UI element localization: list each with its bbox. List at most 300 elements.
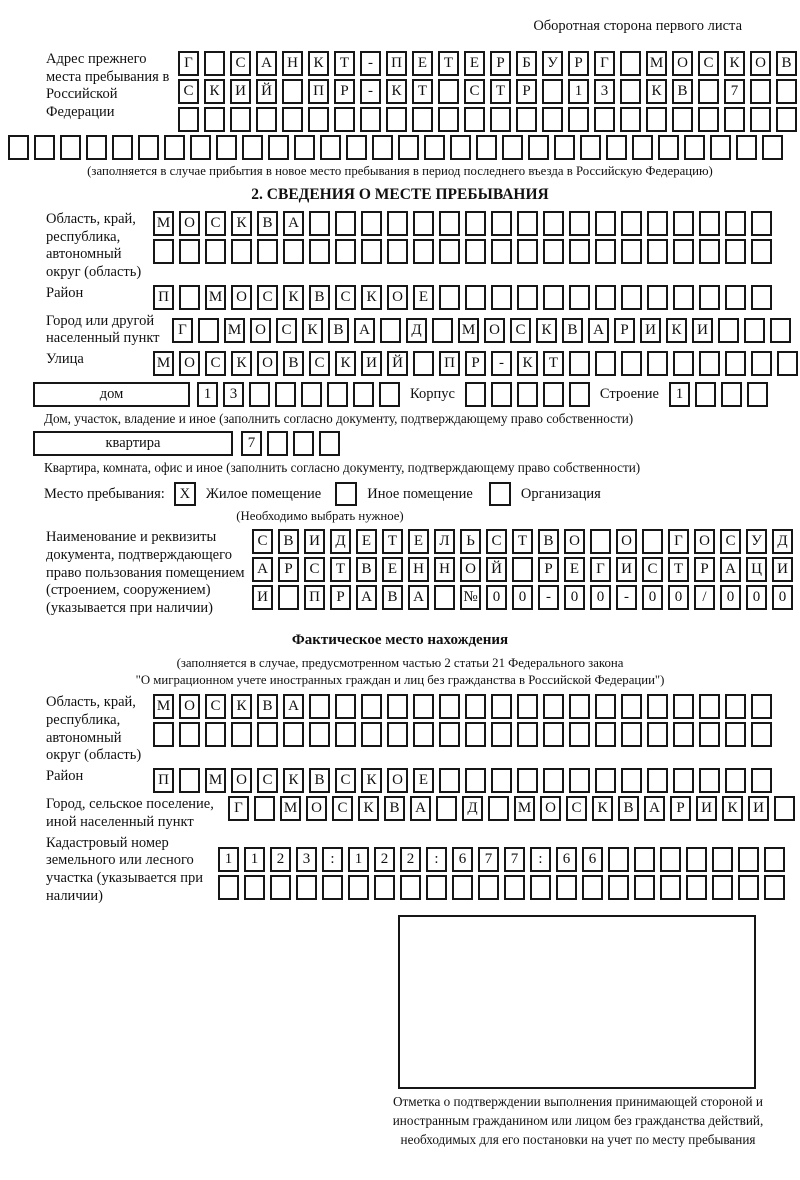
form-cell[interactable] xyxy=(776,107,797,132)
form-cell[interactable] xyxy=(590,529,611,554)
form-cell[interactable]: 7 xyxy=(478,847,499,872)
form-cell[interactable]: Р xyxy=(694,557,715,582)
form-cell[interactable] xyxy=(776,79,797,104)
form-cell[interactable]: Т xyxy=(668,557,689,582)
checkbox-inoe[interactable] xyxy=(335,482,357,506)
form-cell[interactable]: Т xyxy=(543,351,564,376)
form-cell[interactable]: К xyxy=(536,318,557,343)
form-cell[interactable]: М xyxy=(205,285,226,310)
form-cell[interactable] xyxy=(335,239,356,264)
form-cell[interactable]: П xyxy=(386,51,407,76)
form-cell[interactable] xyxy=(278,585,299,610)
form-cell[interactable]: Н xyxy=(434,557,455,582)
form-cell[interactable] xyxy=(478,875,499,900)
form-cell[interactable] xyxy=(725,694,746,719)
form-cell[interactable] xyxy=(672,107,693,132)
form-cell[interactable] xyxy=(283,239,304,264)
form-cell[interactable]: П xyxy=(153,285,174,310)
form-cell[interactable]: С xyxy=(230,51,251,76)
form-cell[interactable]: - xyxy=(538,585,559,610)
form-cell[interactable]: 2 xyxy=(400,847,421,872)
form-cell[interactable] xyxy=(582,875,603,900)
form-cell[interactable]: Ц xyxy=(746,557,767,582)
form-cell[interactable]: 1 xyxy=(244,847,265,872)
form-cell[interactable] xyxy=(543,694,564,719)
form-cell[interactable] xyxy=(8,135,29,160)
form-cell[interactable] xyxy=(254,796,275,821)
form-cell[interactable]: М xyxy=(153,211,174,236)
form-cell[interactable] xyxy=(751,694,772,719)
form-cell[interactable]: - xyxy=(491,351,512,376)
form-cell[interactable] xyxy=(348,875,369,900)
form-cell[interactable]: И xyxy=(304,529,325,554)
form-cell[interactable] xyxy=(476,135,497,160)
form-cell[interactable]: Р xyxy=(614,318,635,343)
form-cell[interactable] xyxy=(642,529,663,554)
form-cell[interactable]: 0 xyxy=(564,585,585,610)
form-cell[interactable]: О xyxy=(460,557,481,582)
form-cell[interactable]: - xyxy=(360,79,381,104)
form-cell[interactable] xyxy=(361,239,382,264)
form-cell[interactable]: Й xyxy=(486,557,507,582)
form-cell[interactable]: С xyxy=(332,796,353,821)
form-cell[interactable]: И xyxy=(748,796,769,821)
form-cell[interactable] xyxy=(361,722,382,747)
form-cell[interactable] xyxy=(686,847,707,872)
form-cell[interactable] xyxy=(309,694,330,719)
form-cell[interactable] xyxy=(621,768,642,793)
form-cell[interactable] xyxy=(372,135,393,160)
form-cell[interactable]: / xyxy=(694,585,715,610)
form-cell[interactable]: О xyxy=(616,529,637,554)
form-cell[interactable]: М xyxy=(153,694,174,719)
form-cell[interactable]: Ь xyxy=(460,529,481,554)
form-cell[interactable]: 6 xyxy=(582,847,603,872)
form-cell[interactable] xyxy=(608,875,629,900)
form-cell[interactable]: О xyxy=(231,768,252,793)
form-cell[interactable]: О xyxy=(750,51,771,76)
form-cell[interactable] xyxy=(646,107,667,132)
form-cell[interactable] xyxy=(568,107,589,132)
form-cell[interactable] xyxy=(205,722,226,747)
form-cell[interactable]: Д xyxy=(330,529,351,554)
form-cell[interactable] xyxy=(595,694,616,719)
form-cell[interactable] xyxy=(569,351,590,376)
form-cell[interactable] xyxy=(751,768,772,793)
form-cell[interactable] xyxy=(695,382,716,407)
form-cell[interactable]: С xyxy=(257,768,278,793)
form-cell[interactable]: 1 xyxy=(669,382,690,407)
form-cell[interactable]: А xyxy=(256,51,277,76)
form-cell[interactable] xyxy=(327,382,348,407)
form-cell[interactable]: 0 xyxy=(512,585,533,610)
form-cell[interactable] xyxy=(439,285,460,310)
form-cell[interactable]: К xyxy=(722,796,743,821)
form-cell[interactable]: С xyxy=(464,79,485,104)
form-cell[interactable] xyxy=(275,382,296,407)
form-cell[interactable] xyxy=(673,285,694,310)
form-cell[interactable] xyxy=(699,239,720,264)
form-cell[interactable] xyxy=(319,431,340,456)
form-cell[interactable]: : xyxy=(322,847,343,872)
form-cell[interactable]: О xyxy=(179,351,200,376)
form-cell[interactable]: О xyxy=(484,318,505,343)
form-cell[interactable] xyxy=(595,211,616,236)
form-cell[interactable] xyxy=(543,211,564,236)
form-cell[interactable]: 1 xyxy=(218,847,239,872)
form-cell[interactable] xyxy=(353,382,374,407)
form-cell[interactable] xyxy=(426,875,447,900)
form-cell[interactable] xyxy=(491,694,512,719)
form-cell[interactable]: В xyxy=(538,529,559,554)
form-cell[interactable]: Р xyxy=(516,79,537,104)
form-cell[interactable] xyxy=(502,135,523,160)
form-cell[interactable] xyxy=(658,135,679,160)
form-cell[interactable] xyxy=(543,382,564,407)
form-cell[interactable]: В xyxy=(257,694,278,719)
form-cell[interactable] xyxy=(725,239,746,264)
form-cell[interactable] xyxy=(438,79,459,104)
form-cell[interactable] xyxy=(712,875,733,900)
form-cell[interactable]: Д xyxy=(462,796,483,821)
form-cell[interactable] xyxy=(764,847,785,872)
form-cell[interactable]: А xyxy=(354,318,375,343)
form-cell[interactable] xyxy=(698,79,719,104)
form-cell[interactable] xyxy=(777,351,798,376)
form-cell[interactable]: 3 xyxy=(594,79,615,104)
form-cell[interactable] xyxy=(491,285,512,310)
form-cell[interactable] xyxy=(621,722,642,747)
form-cell[interactable] xyxy=(282,79,303,104)
form-cell[interactable]: А xyxy=(252,557,273,582)
form-cell[interactable] xyxy=(698,107,719,132)
form-cell[interactable] xyxy=(450,135,471,160)
form-cell[interactable] xyxy=(673,768,694,793)
form-cell[interactable] xyxy=(256,107,277,132)
form-cell[interactable] xyxy=(543,722,564,747)
form-cell[interactable] xyxy=(230,107,251,132)
form-cell[interactable] xyxy=(438,107,459,132)
form-cell[interactable]: Т xyxy=(334,51,355,76)
form-cell[interactable]: 0 xyxy=(486,585,507,610)
form-cell[interactable]: Р xyxy=(330,585,351,610)
form-cell[interactable]: 7 xyxy=(241,431,262,456)
form-cell[interactable] xyxy=(580,135,601,160)
form-cell[interactable]: С xyxy=(566,796,587,821)
form-cell[interactable]: О xyxy=(564,529,585,554)
form-cell[interactable] xyxy=(738,847,759,872)
form-cell[interactable]: С xyxy=(510,318,531,343)
form-cell[interactable] xyxy=(335,722,356,747)
checkbox-organizatsiya[interactable] xyxy=(489,482,511,506)
form-cell[interactable] xyxy=(530,875,551,900)
form-cell[interactable]: С xyxy=(205,694,226,719)
form-cell[interactable]: И xyxy=(640,318,661,343)
form-cell[interactable]: К xyxy=(361,768,382,793)
form-cell[interactable] xyxy=(413,351,434,376)
form-cell[interactable] xyxy=(374,875,395,900)
form-cell[interactable] xyxy=(569,285,590,310)
form-cell[interactable] xyxy=(432,318,453,343)
form-cell[interactable] xyxy=(517,722,538,747)
form-cell[interactable] xyxy=(595,285,616,310)
form-cell[interactable] xyxy=(606,135,627,160)
form-cell[interactable]: 1 xyxy=(568,79,589,104)
form-cell[interactable] xyxy=(413,722,434,747)
form-cell[interactable] xyxy=(620,107,641,132)
form-cell[interactable]: О xyxy=(387,768,408,793)
form-cell[interactable] xyxy=(634,875,655,900)
form-cell[interactable]: 3 xyxy=(223,382,244,407)
form-cell[interactable] xyxy=(267,431,288,456)
form-cell[interactable]: В xyxy=(328,318,349,343)
form-cell[interactable]: С xyxy=(720,529,741,554)
form-cell[interactable]: К xyxy=(231,351,252,376)
form-cell[interactable] xyxy=(718,318,739,343)
form-cell[interactable] xyxy=(647,285,668,310)
form-cell[interactable] xyxy=(647,694,668,719)
form-cell[interactable] xyxy=(621,211,642,236)
form-cell[interactable] xyxy=(204,107,225,132)
form-cell[interactable] xyxy=(379,382,400,407)
form-cell[interactable] xyxy=(528,135,549,160)
form-cell[interactable] xyxy=(465,211,486,236)
form-cell[interactable]: С xyxy=(205,211,226,236)
form-cell[interactable] xyxy=(725,285,746,310)
form-cell[interactable]: С xyxy=(309,351,330,376)
form-cell[interactable] xyxy=(647,239,668,264)
form-cell[interactable] xyxy=(621,694,642,719)
form-cell[interactable] xyxy=(34,135,55,160)
form-cell[interactable] xyxy=(283,722,304,747)
form-cell[interactable]: - xyxy=(616,585,637,610)
form-cell[interactable]: 0 xyxy=(746,585,767,610)
form-cell[interactable] xyxy=(744,318,765,343)
form-cell[interactable] xyxy=(686,875,707,900)
form-cell[interactable]: О xyxy=(179,694,200,719)
form-cell[interactable]: С xyxy=(335,285,356,310)
form-cell[interactable] xyxy=(60,135,81,160)
form-cell[interactable]: И xyxy=(692,318,713,343)
form-cell[interactable]: К xyxy=(386,79,407,104)
form-cell[interactable] xyxy=(335,211,356,236)
form-cell[interactable]: Д xyxy=(772,529,793,554)
form-cell[interactable] xyxy=(517,382,538,407)
form-cell[interactable] xyxy=(436,796,457,821)
form-cell[interactable] xyxy=(621,285,642,310)
form-cell[interactable]: С xyxy=(257,285,278,310)
form-cell[interactable] xyxy=(244,875,265,900)
form-cell[interactable]: К xyxy=(724,51,745,76)
form-cell[interactable]: И xyxy=(252,585,273,610)
form-cell[interactable] xyxy=(556,875,577,900)
form-cell[interactable] xyxy=(764,875,785,900)
form-cell[interactable]: П xyxy=(304,585,325,610)
form-cell[interactable] xyxy=(231,722,252,747)
form-cell[interactable]: Т xyxy=(412,79,433,104)
form-cell[interactable] xyxy=(335,694,356,719)
form-cell[interactable] xyxy=(179,285,200,310)
form-cell[interactable] xyxy=(517,239,538,264)
form-cell[interactable] xyxy=(491,211,512,236)
form-cell[interactable]: Р xyxy=(568,51,589,76)
form-cell[interactable]: А xyxy=(644,796,665,821)
form-cell[interactable] xyxy=(309,211,330,236)
form-cell[interactable] xyxy=(320,135,341,160)
form-cell[interactable] xyxy=(491,239,512,264)
form-cell[interactable] xyxy=(621,239,642,264)
form-cell[interactable]: В xyxy=(356,557,377,582)
form-cell[interactable]: Б xyxy=(516,51,537,76)
form-cell[interactable]: Т xyxy=(512,529,533,554)
form-cell[interactable] xyxy=(138,135,159,160)
form-cell[interactable]: Е xyxy=(413,285,434,310)
form-cell[interactable]: Г xyxy=(594,51,615,76)
form-cell[interactable]: О xyxy=(231,285,252,310)
form-cell[interactable] xyxy=(322,875,343,900)
form-cell[interactable]: 1 xyxy=(197,382,218,407)
form-cell[interactable]: П xyxy=(153,768,174,793)
form-cell[interactable]: К xyxy=(308,51,329,76)
form-cell[interactable] xyxy=(179,768,200,793)
form-cell[interactable] xyxy=(543,768,564,793)
form-cell[interactable]: Л xyxy=(434,529,455,554)
form-cell[interactable] xyxy=(542,107,563,132)
form-cell[interactable] xyxy=(684,135,705,160)
form-cell[interactable]: А xyxy=(588,318,609,343)
form-cell[interactable]: К xyxy=(231,694,252,719)
form-cell[interactable]: А xyxy=(283,211,304,236)
form-cell[interactable] xyxy=(257,722,278,747)
form-cell[interactable] xyxy=(465,768,486,793)
form-cell[interactable] xyxy=(270,875,291,900)
form-cell[interactable] xyxy=(153,722,174,747)
form-cell[interactable] xyxy=(647,722,668,747)
form-cell[interactable]: Н xyxy=(408,557,429,582)
form-cell[interactable]: Е xyxy=(413,768,434,793)
form-cell[interactable] xyxy=(334,107,355,132)
form-cell[interactable]: О xyxy=(179,211,200,236)
form-cell[interactable] xyxy=(647,351,668,376)
form-cell[interactable]: П xyxy=(308,79,329,104)
form-cell[interactable]: Г xyxy=(228,796,249,821)
form-cell[interactable] xyxy=(413,211,434,236)
form-cell[interactable]: 6 xyxy=(452,847,473,872)
form-cell[interactable] xyxy=(725,211,746,236)
form-cell[interactable]: Т xyxy=(330,557,351,582)
form-cell[interactable] xyxy=(465,382,486,407)
form-cell[interactable] xyxy=(673,694,694,719)
form-cell[interactable] xyxy=(491,768,512,793)
form-cell[interactable]: К xyxy=(283,768,304,793)
form-cell[interactable]: - xyxy=(360,51,381,76)
form-cell[interactable]: С xyxy=(205,351,226,376)
form-cell[interactable] xyxy=(387,722,408,747)
form-cell[interactable] xyxy=(179,239,200,264)
form-cell[interactable] xyxy=(699,768,720,793)
form-cell[interactable] xyxy=(608,847,629,872)
form-cell[interactable]: 3 xyxy=(296,847,317,872)
form-cell[interactable] xyxy=(660,875,681,900)
form-cell[interactable]: В xyxy=(257,211,278,236)
form-cell[interactable] xyxy=(517,285,538,310)
form-cell[interactable] xyxy=(386,107,407,132)
form-cell[interactable] xyxy=(647,211,668,236)
form-cell[interactable]: В xyxy=(672,79,693,104)
form-cell[interactable] xyxy=(86,135,107,160)
form-cell[interactable] xyxy=(293,431,314,456)
form-cell[interactable] xyxy=(569,722,590,747)
form-cell[interactable] xyxy=(543,239,564,264)
form-cell[interactable]: О xyxy=(694,529,715,554)
form-cell[interactable] xyxy=(465,722,486,747)
form-cell[interactable]: № xyxy=(460,585,481,610)
form-cell[interactable]: 0 xyxy=(642,585,663,610)
form-cell[interactable] xyxy=(296,875,317,900)
form-cell[interactable] xyxy=(465,694,486,719)
form-cell[interactable] xyxy=(632,135,653,160)
form-cell[interactable] xyxy=(178,107,199,132)
form-cell[interactable] xyxy=(517,768,538,793)
form-cell[interactable] xyxy=(294,135,315,160)
form-cell[interactable] xyxy=(216,135,237,160)
form-cell[interactable]: 7 xyxy=(724,79,745,104)
form-cell[interactable]: В xyxy=(382,585,403,610)
form-cell[interactable]: К xyxy=(666,318,687,343)
form-cell[interactable]: У xyxy=(542,51,563,76)
form-cell[interactable]: Р xyxy=(490,51,511,76)
form-cell[interactable] xyxy=(621,351,642,376)
form-cell[interactable]: А xyxy=(283,694,304,719)
form-cell[interactable] xyxy=(439,722,460,747)
form-cell[interactable] xyxy=(554,135,575,160)
form-cell[interactable] xyxy=(413,239,434,264)
form-cell[interactable] xyxy=(774,796,795,821)
form-cell[interactable]: : xyxy=(426,847,447,872)
form-cell[interactable] xyxy=(424,135,445,160)
form-cell[interactable] xyxy=(231,239,252,264)
checkbox-zhiloe[interactable]: X xyxy=(174,482,196,506)
form-cell[interactable] xyxy=(198,318,219,343)
form-cell[interactable] xyxy=(491,382,512,407)
form-cell[interactable] xyxy=(204,51,225,76)
form-cell[interactable] xyxy=(660,847,681,872)
form-cell[interactable] xyxy=(268,135,289,160)
form-cell[interactable]: С xyxy=(276,318,297,343)
form-cell[interactable] xyxy=(750,107,771,132)
form-cell[interactable]: С xyxy=(642,557,663,582)
form-cell[interactable]: Й xyxy=(256,79,277,104)
form-cell[interactable]: Г xyxy=(668,529,689,554)
form-cell[interactable] xyxy=(517,211,538,236)
form-cell[interactable]: 2 xyxy=(374,847,395,872)
form-cell[interactable] xyxy=(747,382,768,407)
form-cell[interactable] xyxy=(751,285,772,310)
form-cell[interactable]: В xyxy=(562,318,583,343)
form-cell[interactable] xyxy=(699,211,720,236)
form-cell[interactable]: : xyxy=(530,847,551,872)
form-cell[interactable]: Е xyxy=(356,529,377,554)
form-cell[interactable] xyxy=(218,875,239,900)
form-cell[interactable] xyxy=(673,239,694,264)
form-cell[interactable]: С xyxy=(698,51,719,76)
form-cell[interactable]: М xyxy=(458,318,479,343)
form-cell[interactable] xyxy=(634,847,655,872)
form-cell[interactable] xyxy=(153,239,174,264)
form-cell[interactable] xyxy=(190,135,211,160)
form-cell[interactable]: С xyxy=(486,529,507,554)
form-cell[interactable] xyxy=(673,211,694,236)
